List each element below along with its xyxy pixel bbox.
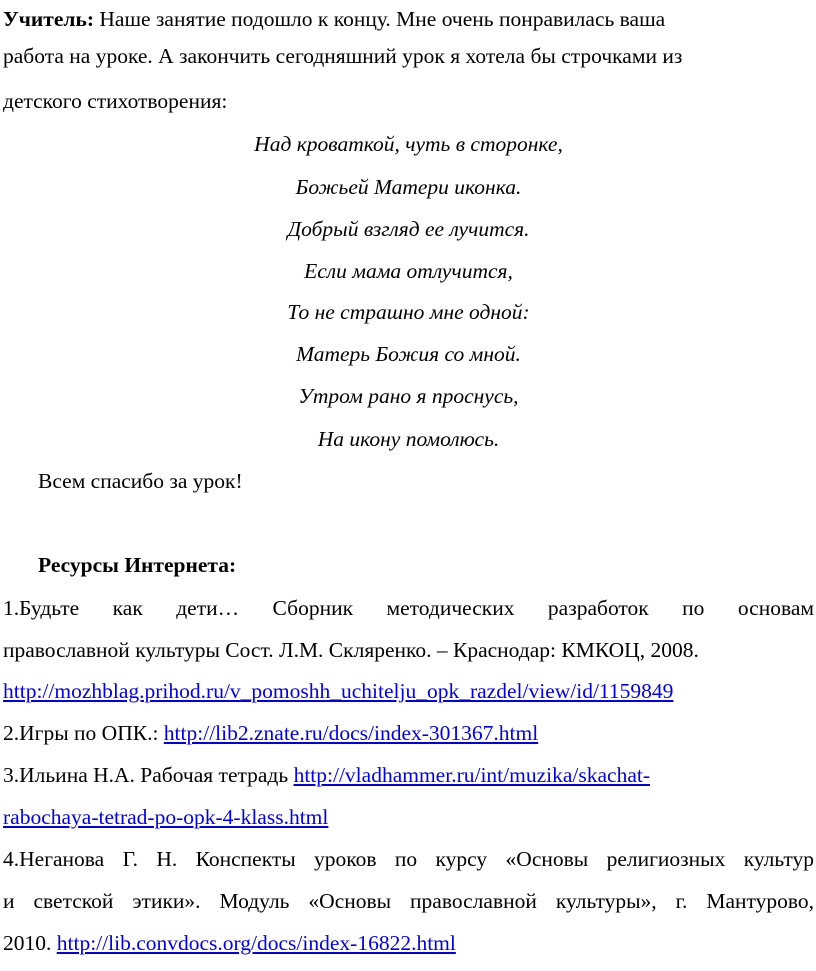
poem-line: Утром рано я проснусь,	[298, 384, 519, 408]
resource-3-text: 3.Ильина Н.А. Рабочая тетрадь	[3, 763, 294, 787]
intro-line-3: детского стихотворения:	[3, 89, 228, 113]
teacher-label: Учитель:	[3, 7, 94, 31]
resources-heading-text: Ресурсы Интернета:	[38, 553, 237, 577]
resources-heading	[38, 552, 814, 578]
resource-3-line-2	[3, 804, 814, 830]
resource-4-year: 2010.	[3, 931, 57, 955]
poem-line: Божьей Матери иконка.	[295, 175, 522, 199]
resource-4-line-1: 4.Неганова Г. Н. Конспекты уроков по курсу «Основы религиозных культур	[3, 847, 814, 871]
intro-line-2: работа на уроке. А закончить сегодняшний урок я хотела бы строчками из	[3, 44, 683, 68]
resource-3-link-part-2[interactable]: rabochaya-tetrad-po-opk-4-klass.html	[3, 805, 329, 829]
resource-1-line-1: 1.Будьте как дети… Сборник методических разработок по основам	[3, 596, 814, 620]
resource-3-link-part-1[interactable]: http://vladhammer.ru/int/muzika/skachat-	[293, 763, 651, 787]
resource-4-line-2: и светской этики». Модуль «Основы православной культуры», г. Мантурово,	[3, 889, 814, 913]
poem-line: Над кроваткой, чуть в сторонке,	[254, 132, 563, 156]
resource-2-line	[3, 720, 814, 746]
resource-4-line-3	[3, 930, 814, 956]
poem-line: На икону помолюсь.	[317, 427, 500, 451]
poem-line: То не страшно мне одной:	[287, 300, 530, 324]
resource-3-line-1	[3, 762, 814, 788]
resource-2-link[interactable]: http://lib2.znate.ru/docs/index-301367.html	[163, 721, 539, 745]
resource-1-link-line	[3, 678, 814, 704]
resource-1-link[interactable]: http://mozhblag.prihod.ru/v_pomoshh_uchitelju_opk_razdel/view/id/1159849	[3, 679, 674, 703]
resource-2-text: 2.Игры по ОПК.:	[3, 721, 164, 745]
poem-line: Матерь Божия со мной.	[296, 342, 521, 366]
thanks-text: Всем спасибо за урок!	[38, 469, 243, 493]
resource-4-link[interactable]: http://lib.convdocs.org/docs/index-16822.html	[56, 931, 456, 955]
intro-text-1: Наше занятие подошло к концу. Мне очень понравилась ваша	[94, 7, 666, 31]
intro-line-1	[3, 6, 814, 32]
poem-line: Добрый взгляд ее лучится.	[287, 217, 530, 241]
poem-line: Если мама отлучится,	[304, 259, 513, 283]
resource-1-line-2: православной культуры Сост. Л.М. Скляренко. – Краснодар: КМКОЦ, 2008.	[3, 638, 699, 662]
